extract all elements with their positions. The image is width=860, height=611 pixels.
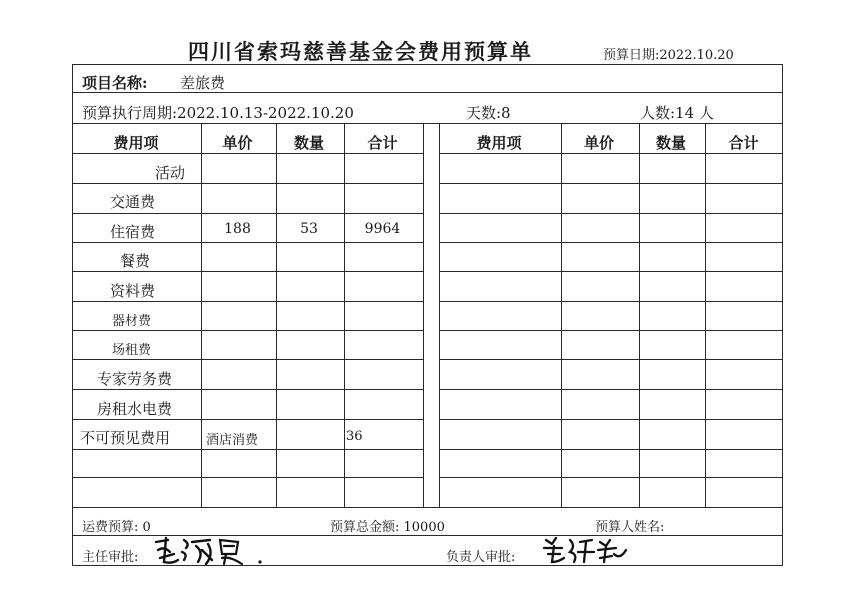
rule-v-l1 [201, 123, 202, 507]
header-left-price: 单价 [222, 134, 253, 152]
rule-period [73, 123, 782, 124]
header-right-item: 费用项 [476, 134, 522, 152]
row-item: 活动 [155, 164, 186, 182]
row-item: 资料费 [110, 282, 156, 300]
rule-v-r0 [439, 123, 440, 507]
header-right-qty: 数量 [655, 134, 686, 152]
manager-signature [540, 532, 630, 568]
row-price: 188 [224, 221, 251, 237]
total-budget: 预算总金额: 10000 [330, 520, 445, 535]
header-left-total: 合计 [367, 134, 398, 152]
rule-h-l0 [73, 153, 424, 154]
row-item: 房租水电费 [97, 400, 173, 418]
rule-v-l2 [276, 123, 277, 507]
rule-v-r3 [705, 123, 706, 507]
row-item: 专家劳务费 [97, 370, 173, 388]
rule-h-l8 [73, 389, 424, 390]
preparer-name: 预算人姓名: [595, 520, 665, 535]
row-item: 交通费 [110, 193, 156, 211]
row-item: 餐费 [120, 252, 151, 270]
rule-h-r1 [439, 183, 782, 184]
row-price: 酒店消费 [206, 433, 259, 448]
rule-h-l7 [73, 359, 424, 360]
people-label: 人数:14 人 [640, 104, 714, 122]
rule-h-r7 [439, 359, 782, 360]
rule-v-l3 [344, 123, 345, 507]
rule-h-l5 [73, 301, 424, 302]
row-item: 场租费 [112, 343, 152, 358]
row-item: 住宿费 [110, 223, 156, 241]
rule-v-r1 [561, 123, 562, 507]
document-title: 四川省索玛慈善基金会费用预算单 [188, 39, 533, 64]
header-right-total: 合计 [728, 134, 759, 152]
freight-budget: 运费预算: 0 [82, 520, 151, 535]
rule-v-r2 [639, 123, 640, 507]
row-item: 不可预见费用 [80, 429, 171, 447]
row-total: 36 [346, 429, 363, 444]
period-label: 预算执行周期:2022.10.13-2022.10.20 [82, 104, 354, 122]
rule-h-r4 [439, 271, 782, 272]
rule-h-r2 [439, 213, 782, 214]
rule-h-r9 [439, 419, 782, 420]
rule-h-r3 [439, 242, 782, 243]
header-left-item: 费用项 [113, 134, 159, 152]
manager-approval-label: 负责人审批: [446, 550, 516, 565]
days-label: 天数:8 [466, 104, 511, 122]
rule-h-l2 [73, 213, 424, 214]
rule-h-r11 [439, 477, 782, 478]
rule-h-l11 [73, 477, 424, 478]
project-value: 差旅费 [180, 74, 226, 92]
rule-h-r5 [439, 301, 782, 302]
rule-h-r10 [439, 449, 782, 450]
rule-table-bottom [73, 507, 782, 508]
rule-h-l10 [73, 449, 424, 450]
project-label: 项目名称: [82, 74, 148, 92]
row-item: 器材费 [112, 314, 152, 329]
header-left-qty: 数量 [293, 134, 324, 152]
director-signature [152, 532, 272, 568]
row-total: 9964 [364, 221, 401, 237]
rule-h-l9 [73, 419, 424, 420]
rule-h-r0 [439, 153, 782, 154]
rule-h-l6 [73, 330, 424, 331]
rule-h-l4 [73, 271, 424, 272]
budget-date: 预算日期:2022.10.20 [603, 48, 734, 63]
rule-h-l1 [73, 183, 424, 184]
rule-h-r6 [439, 330, 782, 331]
rule-h-l3 [73, 242, 424, 243]
director-approval-label: 主任审批: [82, 550, 139, 565]
rule-v-l4 [423, 123, 424, 507]
rule-h-r8 [439, 389, 782, 390]
header-right-price: 单价 [583, 134, 614, 152]
row-qty: 53 [300, 221, 318, 237]
